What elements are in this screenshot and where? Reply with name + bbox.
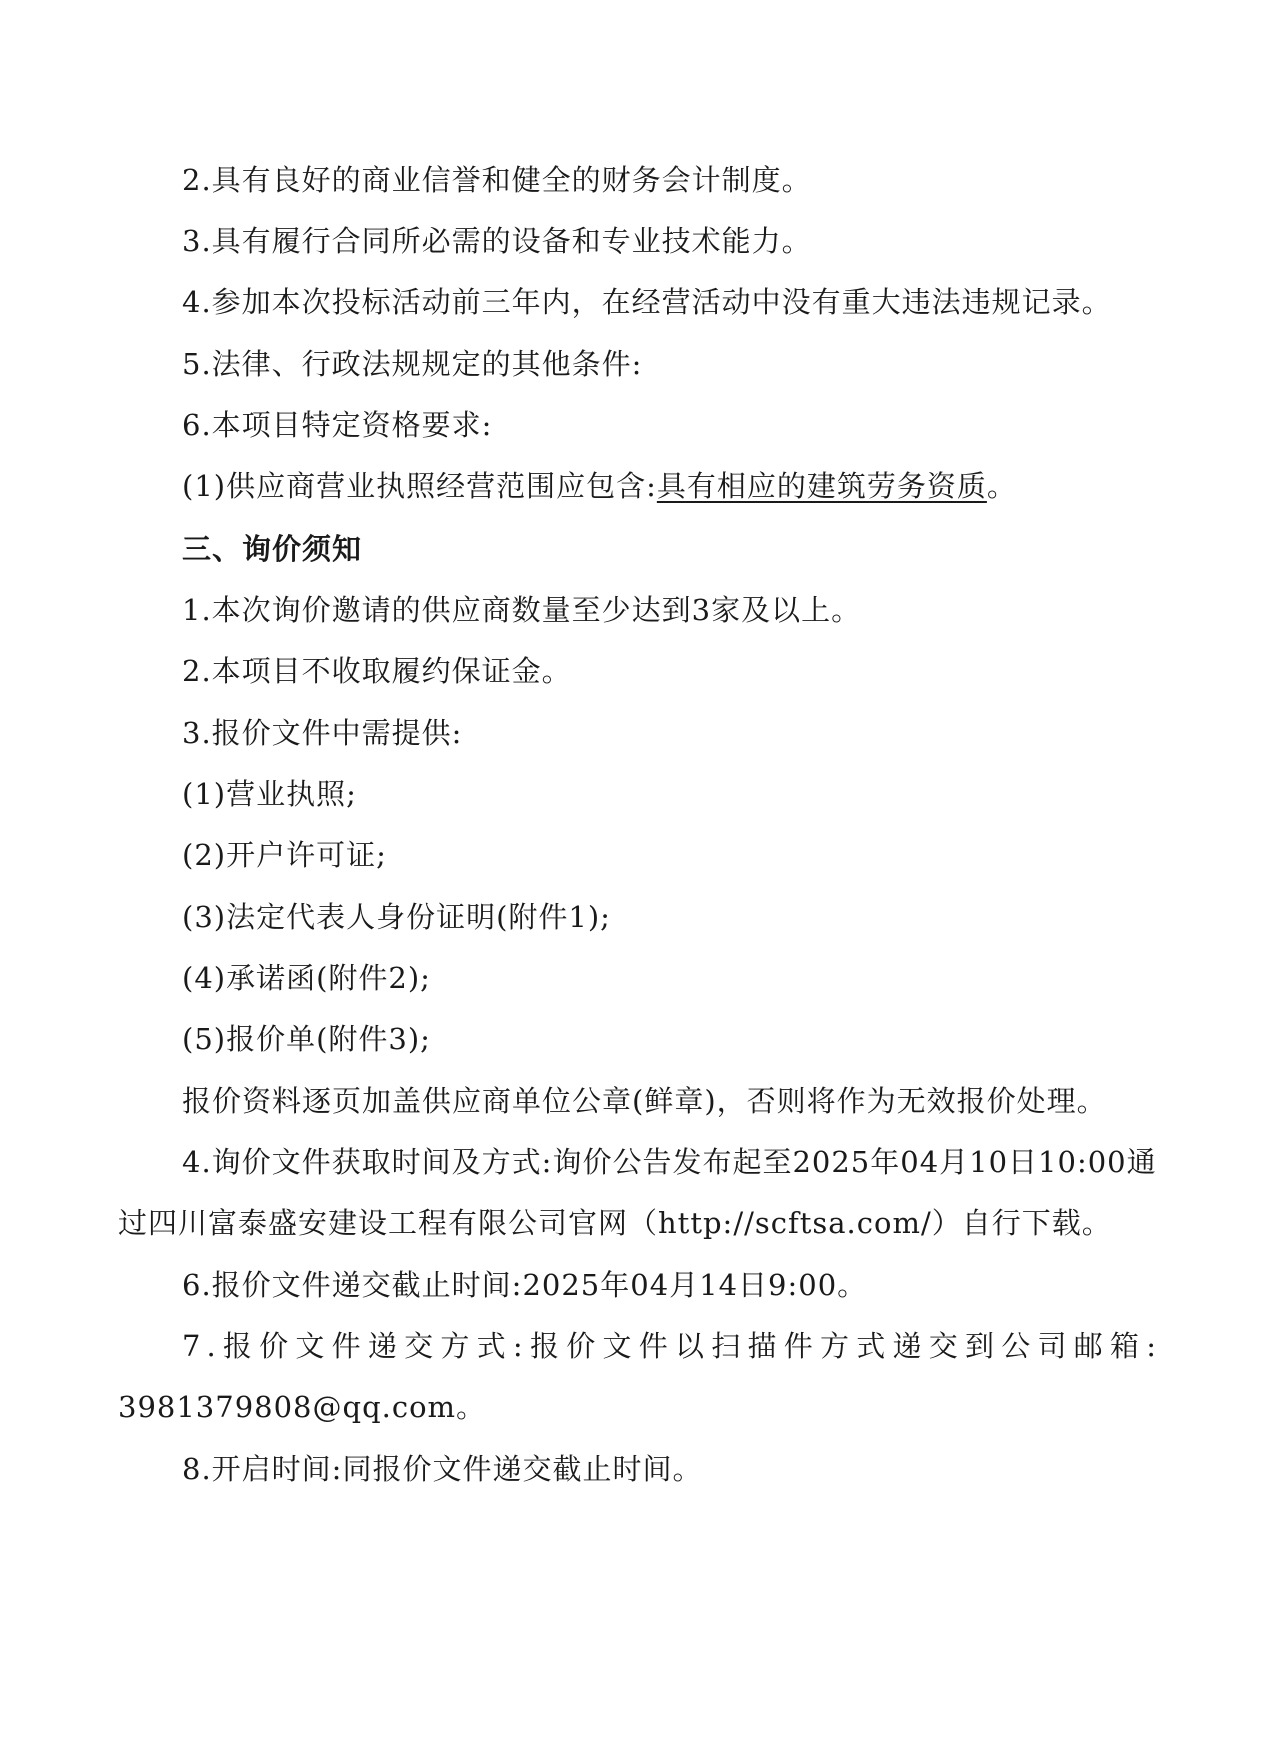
document-item-1: (1)营业执照; [182, 777, 357, 811]
qualification-2: 2.具有良好的商业信誉和健全的财务会计制度。 [182, 163, 812, 197]
requirement-prefix: (1)供应商营业执照经营范围应包含: [182, 469, 657, 503]
notice-6: 6.报价文件递交截止时间:2025年04月14日9:00。 [182, 1268, 868, 1302]
notice-2: 2.本项目不收取履约保证金。 [182, 654, 572, 688]
requirement-suffix: 。 [986, 469, 1017, 503]
requirement-underlined: 具有相应的建筑劳务资质 [656, 469, 987, 503]
document-item-4: (4)承诺函(附件2); [182, 961, 431, 995]
specific-requirement-1 [182, 466, 1017, 506]
notice-3: 3.报价文件中需提供: [182, 716, 463, 750]
document-item-5: (5)报价单(附件3); [182, 1022, 431, 1056]
stamp-note: 报价资料逐页加盖供应商单位公章(鲜章)，否则将作为无效报价处理。 [182, 1084, 1107, 1118]
document-item-3: (3)法定代表人身份证明(附件1); [182, 900, 611, 934]
document-item-2: (2)开户许可证; [182, 838, 387, 872]
notice-7-email: 3981379808@qq.com。 [118, 1390, 487, 1424]
notice-4-line2: 过四川富泰盛安建设工程有限公司官网（http://scftsa.com/）自行下载。 [118, 1206, 1112, 1240]
notice-8: 8.开启时间:同报价文件递交截止时间。 [182, 1452, 703, 1486]
notice-7-line1: 7.报价文件递交方式:报价文件以扫描件方式递交到公司邮箱: [182, 1329, 1162, 1363]
section-heading: 三、询价须知 [182, 532, 363, 566]
qualification-5: 5.法律、行政法规规定的其他条件: [182, 347, 643, 381]
notice-1: 1.本次询价邀请的供应商数量至少达到3家及以上。 [182, 593, 862, 627]
qualification-4: 4.参加本次投标活动前三年内，在经营活动中没有重大违法违规记录。 [182, 285, 1112, 319]
qualification-6: 6.本项目特定资格要求: [182, 408, 493, 442]
qualification-3: 3.具有履行合同所必需的设备和专业技术能力。 [182, 224, 812, 258]
notice-4-line1: 4.询价文件获取时间及方式:询价公告发布起至2025年04月10日10:00通 [182, 1145, 1157, 1179]
